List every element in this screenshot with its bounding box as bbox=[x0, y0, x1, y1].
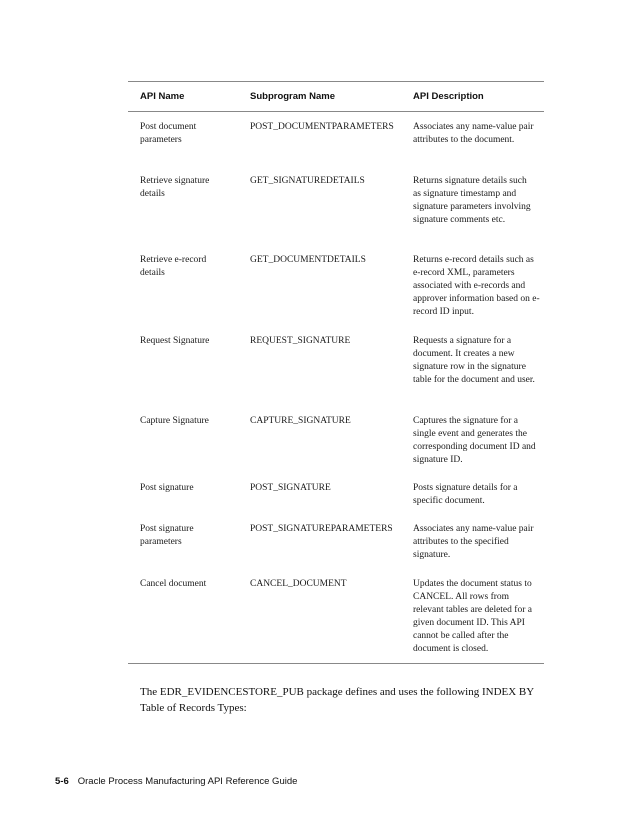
table-row-3-description: Requests a signature for a document. It creates a new signature row in the signature table for the document and user. bbox=[413, 336, 535, 385]
table-row-0-description: Associates any name-value pair attributes to the document. bbox=[413, 122, 534, 145]
table-bottom-rule bbox=[128, 663, 544, 664]
table-row-1-description: Returns signature details such as signature timestamp and signature parameters involving signature comments etc. bbox=[413, 176, 531, 225]
table-row-5-api-name: Post signature bbox=[140, 483, 194, 493]
table-top-rule bbox=[128, 81, 544, 82]
column-header-api-name: API Name bbox=[140, 91, 185, 102]
table-row-3-subprogram: REQUEST_SIGNATURE bbox=[250, 336, 351, 346]
column-header-api-description: API Description bbox=[413, 91, 484, 102]
table-row-0-api-name: Post document parameters bbox=[140, 122, 197, 145]
body-paragraph: The EDR_EVIDENCESTORE_PUB package defines and uses the following INDEX BY Table of Records Types: bbox=[140, 686, 534, 714]
page-number: 5-6 bbox=[55, 776, 69, 787]
table-row-6-api-name: Post signature parameters bbox=[140, 524, 194, 547]
guide-title: Oracle Process Manufacturing API Reference Guide bbox=[77, 776, 298, 787]
table-row-7-description: Updates the document status to CANCEL. All rows from relevant tables are deleted for a given document ID. This API cannot be called after the document is closed. bbox=[413, 579, 532, 654]
table-row-6-subprogram: POST_SIGNATUREPARAMETERS bbox=[250, 524, 393, 534]
table-row-3-api-name: Request Signature bbox=[140, 336, 210, 346]
page-footer bbox=[55, 776, 297, 788]
table-row-4-description: Captures the signature for a single event and generates the corresponding document ID and signature ID. bbox=[413, 416, 536, 465]
table-row-4-api-name: Capture Signature bbox=[140, 416, 209, 426]
table-row-5-subprogram: POST_SIGNATURE bbox=[250, 483, 331, 493]
table-row-2-subprogram: GET_DOCUMENTDETAILS bbox=[250, 255, 366, 265]
table-row-2-api-name: Retrieve e-record details bbox=[140, 255, 207, 278]
table-row-0-subprogram: POST_DOCUMENTPARAMETERS bbox=[250, 122, 394, 132]
table-row-1-subprogram: GET_SIGNATUREDETAILS bbox=[250, 176, 365, 186]
table-header-rule bbox=[128, 111, 544, 112]
table-row-2-description: Returns e-record details such as e-record XML, parameters associated with e-records and approver information based on e-record ID input. bbox=[413, 255, 540, 317]
table-row-7-api-name: Cancel document bbox=[140, 579, 207, 589]
table-row-4-subprogram: CAPTURE_SIGNATURE bbox=[250, 416, 351, 426]
table-row-1-api-name: Retrieve signature details bbox=[140, 176, 210, 199]
table-row-5-description: Posts signature details for a specific document. bbox=[413, 483, 518, 506]
table-row-7-subprogram: CANCEL_DOCUMENT bbox=[250, 579, 347, 589]
column-header-subprogram-name: Subprogram Name bbox=[250, 91, 335, 102]
table-row-6-description: Associates any name-value pair attributes to the specified signature. bbox=[413, 524, 534, 560]
